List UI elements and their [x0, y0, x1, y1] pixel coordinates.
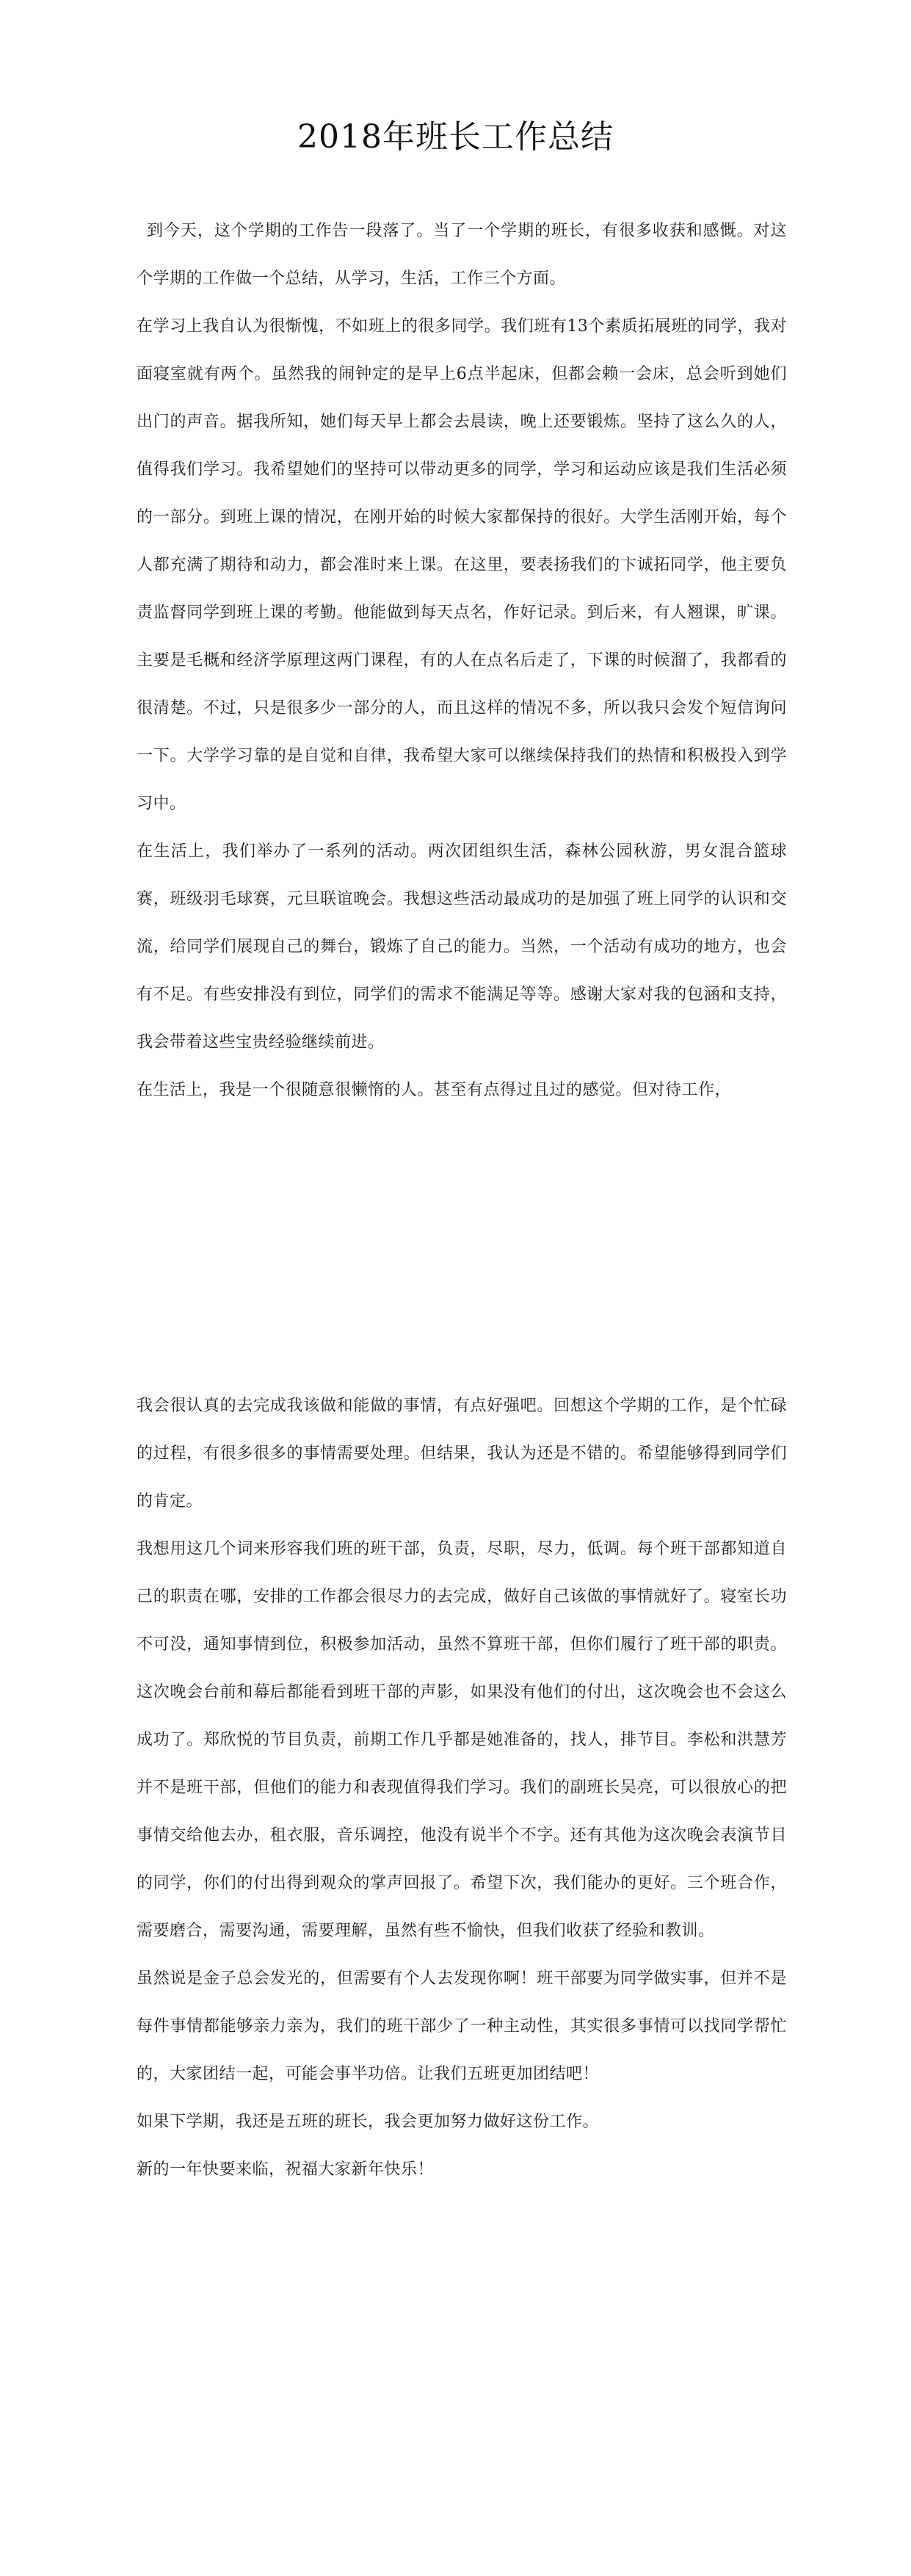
paragraph-next-term: 如果下学期，我还是五班的班长，我会更加努力做好这份工作。	[137, 2113, 600, 2131]
page-2-body	[137, 1382, 787, 2193]
paragraph-work: 我会很认真的去完成我该做和能做的事情，有点好强吧。回想这个学期的工作，是个忙碌的过程，有很多很多的事情需要处理。但结果，我认为还是不错的。希望能够得到同学们的肯定。	[137, 1397, 787, 1510]
paragraph-activities: 在生活上，我们举办了一系列的活动。两次团组织生活，森林公园秋游，男女混合篮球赛，班级羽毛球赛，元旦联谊晚会。我想这些活动最成功的是加强了班上同学的认识和交流，给同学们展现自己的舞台，锻炼了自己的能力。当然，一个活动有成功的地方，也会有不足。有些安排没有到位，同学们的需求不能满足等等。感谢大家对我的包涵和支持，我会带着这些宝贵经验继续前进。	[137, 842, 787, 1052]
paragraph-intro: 到今天，这个学期的工作告一段落了。当了一个学期的班长，有很多收获和感慨。对这个学期的工作做一个总结，从学习，生活，工作三个方面。	[137, 222, 787, 288]
page-1-body	[137, 207, 787, 1114]
paragraph-life-start: 在生活上，我是一个很随意很懒惰的人。甚至有点得过且过的感觉。但对待工作，	[137, 1081, 732, 1099]
paragraph-reflection: 虽然说是金子总会发光的，但需要有个人去发现你啊！班干部要为同学做实事，但并不是每件事情都能够亲力亲为，我们的班干部少了一种主动性，其实很多事情可以找同学帮忙的，大家团结一起，可能会事半功倍。让我们五班更加团结吧！	[137, 1969, 787, 2083]
paragraph-cadres: 我想用这几个词来形容我们班的班干部，负责，尽职，尽力，低调。每个班干部都知道自己的职责在哪，安排的工作都会很尽力的去完成，做好自己该做的事情就好了。寝室长功不可没，通知事情到位，积极参加活动，虽然不算班干部，但你们履行了班干部的职责。这次晚会台前和幕后都能看到班干部的声影，如果没有他们的付出，这次晚会也不会这么成功了。郑欣悦的节目负责，前期工作几乎都是她准备的，找人，排节目。李松和洪慧芳并不是班干部，但他们的能力和表现值得我们学习。我们的副班长吴亮，可以很放心的把事情交给他去办，租衣服，音乐调控，他没有说半个不字。还有其他为这次晚会表演节目的同学，你们的付出得到观众的掌声回报了。希望下次，我们能办的更好。三个班合作，需要磨合，需要沟通，需要理解，虽然有些不愉快，但我们收获了经验和教训。	[137, 1540, 787, 1940]
document-title: 2018年班长工作总结	[297, 118, 614, 156]
paragraph-study: 在学习上我自认为很惭愧，不如班上的很多同学。我们班有13个素质拓展班的同学，我对面寝室就有两个。虽然我的闹钟定的是早上6点半起床，但都会赖一会床，总会听到她们出门的声音。据我所知，她们每天早上都会去晨读，晚上还要锻炼。坚持了这么久的人，值得我们学习。我希望她们的坚持可以带动更多的同学，学习和运动应该是我们生活必须的一部分。到班上课的情况，在刚开始的时候大家都保持的很好。大学生活刚开始，每个人都充满了期待和动力，都会准时来上课。在这里，要表扬我们的卞诚拓同学，他主要负责监督同学到班上课的考勤。他能做到每天点名，作好记录。到后来，有人翘课，旷课。主要是毛概和经济学原理这两门课程，有的人在点名后走了，下课的时候溜了，我都看的很清楚。不过，只是很多少一部分的人，而且这样的情况不多，所以我只会发个短信询问一下。大学学习靠的是自觉和自律，我希望大家可以继续保持我们的热情和积极投入到学习中。	[137, 317, 787, 813]
paragraph-new-year: 新的一年快要来临，祝福大家新年快乐！	[137, 2160, 435, 2179]
